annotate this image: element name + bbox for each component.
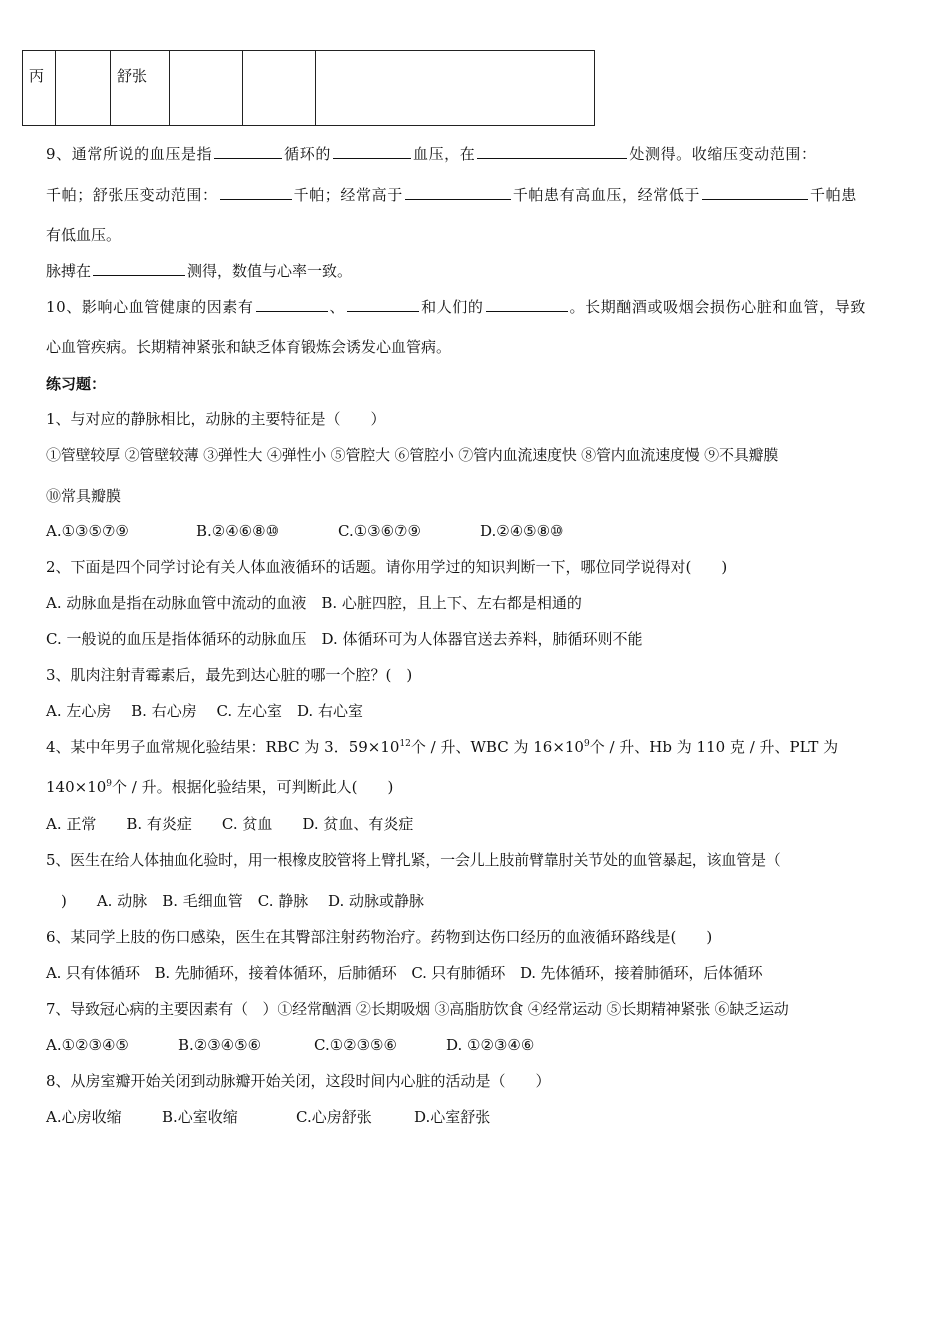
answer-blank[interactable] [477, 143, 627, 159]
q3-stem: 3、肌肉注射青霉素后，最先到达心脏的哪一个腔？( ) [46, 666, 413, 684]
option-a[interactable]: A.①③⑤⑦⑨ [46, 522, 129, 540]
q9-line-1: 9、通常所说的血压是指 循环的 血压，在 处测得。收缩压变动范围： [46, 145, 817, 163]
answer-blank[interactable] [486, 296, 568, 312]
answer-blank[interactable] [214, 143, 282, 159]
q9-line-3: 有低血压。 [46, 226, 122, 244]
q2-stem: 2、下面是四个同学讨论有关人体血液循环的话题。请你用学过的知识判断一下，哪位同学说得对( ) [46, 558, 728, 576]
q2-options-ab: A. 动脉血是指在动脉血管中流动的血液 B. 心脏四腔，且上下、左右都是相通的 [46, 594, 582, 612]
q9-line-2: 千帕；舒张压变动范围： 千帕；经常高于 千帕患有高血压，经常低于 千帕患 [46, 186, 857, 204]
q1-items: ①管壁较厚 ②管壁较薄 ③弹性大 ④弹性小 ⑤管腔大 ⑥管腔小 ⑦管内血流速度快 ⑧管内血流速度慢 ⑨不具瓣膜 [46, 446, 779, 464]
q4-stem-line-2: $140\times 10^9$个 / 升。根据化验结果，可判断此人( ) [46, 778, 394, 796]
q1-items-2: ⑩常具瓣膜 [46, 487, 122, 505]
table-cell [170, 51, 243, 126]
q5-stem: 5、医生在给人体抽血化验时，用一根橡皮胶管将上臂扎紧，一会儿上肢前臂靠肘关节处的血管暴起，该血管是（ [46, 851, 781, 869]
option-d[interactable]: D.②④⑤⑧⑩ [480, 522, 564, 540]
table-row [23, 51, 595, 126]
table-cell [56, 51, 111, 126]
q6-options: A. 只有体循环 B. 先肺循环，接着体循环，后肺循环 C. 只有肺循环 D. 先体循环，接着肺循环，后体循环 [46, 964, 763, 982]
heart-activity-table [22, 50, 595, 126]
option-b[interactable]: B.②④⑥⑧⑩ [196, 522, 280, 540]
q2-options-cd: C. 一般说的血压是指体循环的动脉血压 D. 体循环可为人体器官送去养料，肺循环则不能 [46, 630, 643, 648]
answer-blank[interactable] [220, 184, 292, 200]
option-c[interactable]: C.心房舒张 [296, 1108, 372, 1126]
q4-stem-line-1: 4、某中年男子血常规化验结果：RBC 为 3．$59\times 10^{12}$个 / 升、WBC 为 $16\times 10^9$个 / 升、Hb 为 110 克 / 升、PLT 为 [46, 738, 839, 756]
q10-line-1: 10、影响心血管健康的因素有 、 和人们的 。长期酗酒或吸烟会损伤心脏和血管，导致 [46, 298, 866, 316]
option-d[interactable]: D. ①②③④⑥ [446, 1036, 535, 1054]
answer-blank[interactable] [333, 143, 411, 159]
answer-blank[interactable] [702, 184, 808, 200]
option-a[interactable]: A.心房收缩 [46, 1108, 122, 1126]
table-cell [316, 51, 595, 126]
table-cell: 舒张 [111, 51, 170, 126]
option-b[interactable]: B.心室收缩 [162, 1108, 238, 1126]
exercises-heading: 练习题： [46, 375, 107, 393]
table-cell [243, 51, 316, 126]
answer-blank[interactable] [405, 184, 511, 200]
table-cell: 丙 [23, 51, 56, 126]
q4-options: A. 正常 B. 有炎症 C. 贫血 D. 贫血、有炎症 [46, 815, 414, 833]
option-c[interactable]: C.①②③⑤⑥ [314, 1036, 397, 1054]
q8-stem: 8、从房室瓣开始关闭到动脉瓣开始关闭，这段时间内心脏的活动是（ ） [46, 1072, 551, 1090]
q6-stem: 6、某同学上肢的伤口感染，医生在其臀部注射药物治疗。药物到达伤口经历的血液循环路线是( ) [46, 928, 713, 946]
q10-line-2: 心血管疾病。长期精神紧张和缺乏体育锻炼会诱发心血管病。 [46, 338, 452, 356]
answer-blank[interactable] [347, 296, 419, 312]
q7-stem: 7、导致冠心病的主要因素有（ ）①经常酗酒 ②长期吸烟 ③高脂肪饮食 ④经常运动 ⑤长期精神紧张 ⑥缺乏运动 [46, 1000, 789, 1018]
option-c[interactable]: C.①③⑥⑦⑨ [338, 522, 421, 540]
option-b[interactable]: B.②③④⑤⑥ [178, 1036, 262, 1054]
q1-stem: 1、与对应的静脉相比，动脉的主要特征是（ ） [46, 410, 386, 428]
q9-pulse-line: 脉搏在 测得，数值与心率一致。 [46, 262, 353, 280]
answer-blank[interactable] [256, 296, 328, 312]
option-d[interactable]: D.心室舒张 [414, 1108, 491, 1126]
option-a[interactable]: A.①②③④⑤ [46, 1036, 129, 1054]
q5-options: ) A. 动脉 B. 毛细血管 C. 静脉 D. 动脉或静脉 [46, 892, 425, 910]
q3-options: A. 左心房 B. 右心房 C. 左心室 D. 右心室 [46, 702, 363, 720]
answer-blank[interactable] [93, 260, 185, 276]
